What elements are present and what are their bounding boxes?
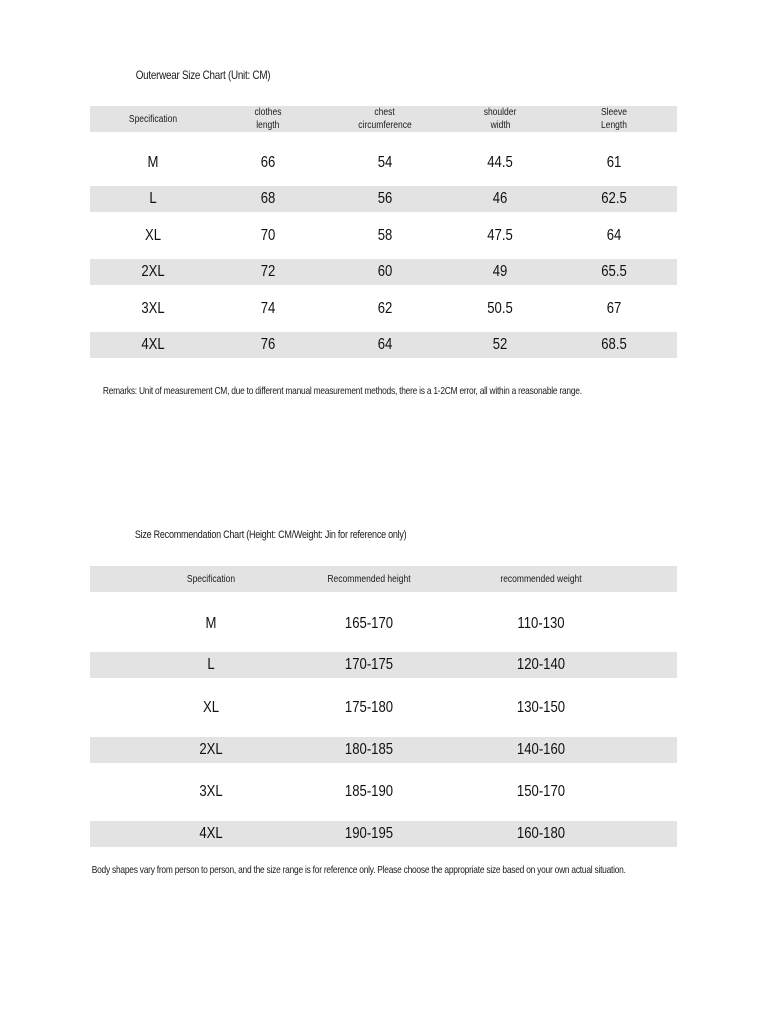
chest-cell: 60 <box>377 263 393 280</box>
weight-cell: 110-130 <box>517 615 565 632</box>
sleeve-cell: 61 <box>606 154 622 171</box>
size-cell: M <box>147 154 159 171</box>
header-recommended-height: Recommended height <box>327 573 411 585</box>
sleeve-cell: 64 <box>606 227 622 244</box>
table-row <box>90 652 677 678</box>
size-cell: 2XL <box>141 263 165 280</box>
size-cell: 2XL <box>199 741 223 758</box>
height-cell: 190-195 <box>344 825 394 842</box>
sleeve-cell: 65.5 <box>601 263 627 280</box>
shoulder-cell: 47.5 <box>487 227 513 244</box>
clothes-length-cell: 66 <box>260 154 276 171</box>
chest-cell: 64 <box>377 336 393 353</box>
height-cell: 180-185 <box>344 741 394 758</box>
size-cell: XL <box>202 699 220 716</box>
clothes-length-cell: 68 <box>260 190 276 207</box>
table-row <box>90 690 677 726</box>
size-cell: 3XL <box>199 783 223 800</box>
weight-cell: 150-170 <box>516 783 566 800</box>
table-row <box>90 186 677 212</box>
weight-cell: 130-150 <box>516 699 566 716</box>
chest-cell: 62 <box>377 300 393 317</box>
shoulder-cell: 46 <box>492 190 508 207</box>
table-header-row <box>90 566 677 592</box>
clothes-length-cell: 74 <box>260 300 276 317</box>
clothes-length-cell: 76 <box>260 336 276 353</box>
clothes-length-cell: 72 <box>260 263 276 280</box>
header-specification: Specification <box>186 573 236 585</box>
table-row <box>90 606 677 642</box>
recommendation-chart-title: Size Recommendation Chart (Height: CM/Weight: Jin for reference only) <box>134 529 407 541</box>
table-row <box>90 737 677 763</box>
chest-cell: 54 <box>377 154 393 171</box>
chest-cell: 56 <box>377 190 393 207</box>
outerwear-chart-title: Outerwear Size Chart (Unit: CM) <box>135 68 271 82</box>
outerwear-size-table <box>90 106 677 358</box>
height-cell: 170-175 <box>344 656 394 673</box>
weight-cell: 140-160 <box>516 741 566 758</box>
table-row <box>90 146 677 180</box>
clothes-length-cell: 70 <box>260 227 276 244</box>
weight-cell: 160-180 <box>516 825 566 842</box>
table-header-row <box>90 106 677 132</box>
table-row <box>90 219 677 253</box>
header-sleeve-length: Sleeve Length <box>600 107 628 131</box>
header-recommended-weight: recommended weight <box>500 573 582 585</box>
recommendation-remark: Body shapes vary from person to person, and the size range is for reference only. Please choose the appropriate size based on your own actual situation. <box>91 864 626 876</box>
size-cell: L <box>207 656 215 673</box>
header-clothes-length: clothes length <box>254 107 282 131</box>
height-cell: 165-170 <box>344 615 394 632</box>
table-row <box>90 292 677 326</box>
outerwear-remark: Remarks: Unit of measurement CM, due to different manual measurement methods, there is a 1-2CM error, all within a reasonable range. <box>102 385 582 397</box>
shoulder-cell: 50.5 <box>487 300 513 317</box>
weight-cell: 120-140 <box>516 656 566 673</box>
sleeve-cell: 67 <box>606 300 622 317</box>
table-row <box>90 259 677 285</box>
sleeve-cell: 62.5 <box>601 190 627 207</box>
shoulder-cell: 52 <box>492 336 508 353</box>
height-cell: 185-190 <box>344 783 394 800</box>
size-cell: 4XL <box>141 336 165 353</box>
table-row <box>90 332 677 358</box>
size-cell: L <box>149 190 157 207</box>
size-cell: 4XL <box>199 825 223 842</box>
header-shoulder-width: shoulder width <box>483 107 517 131</box>
size-cell: M <box>205 615 217 632</box>
size-cell: 3XL <box>141 300 165 317</box>
sleeve-cell: 68.5 <box>601 336 627 353</box>
header-chest-circumference: chest circumference <box>358 107 412 131</box>
shoulder-cell: 49 <box>492 263 508 280</box>
table-row <box>90 774 677 810</box>
size-cell: XL <box>144 227 162 244</box>
header-specification: Specification <box>128 113 178 125</box>
chest-cell: 58 <box>377 227 393 244</box>
table-row <box>90 821 677 847</box>
shoulder-cell: 44.5 <box>487 154 513 171</box>
size-recommendation-table <box>90 566 677 847</box>
height-cell: 175-180 <box>344 699 394 716</box>
